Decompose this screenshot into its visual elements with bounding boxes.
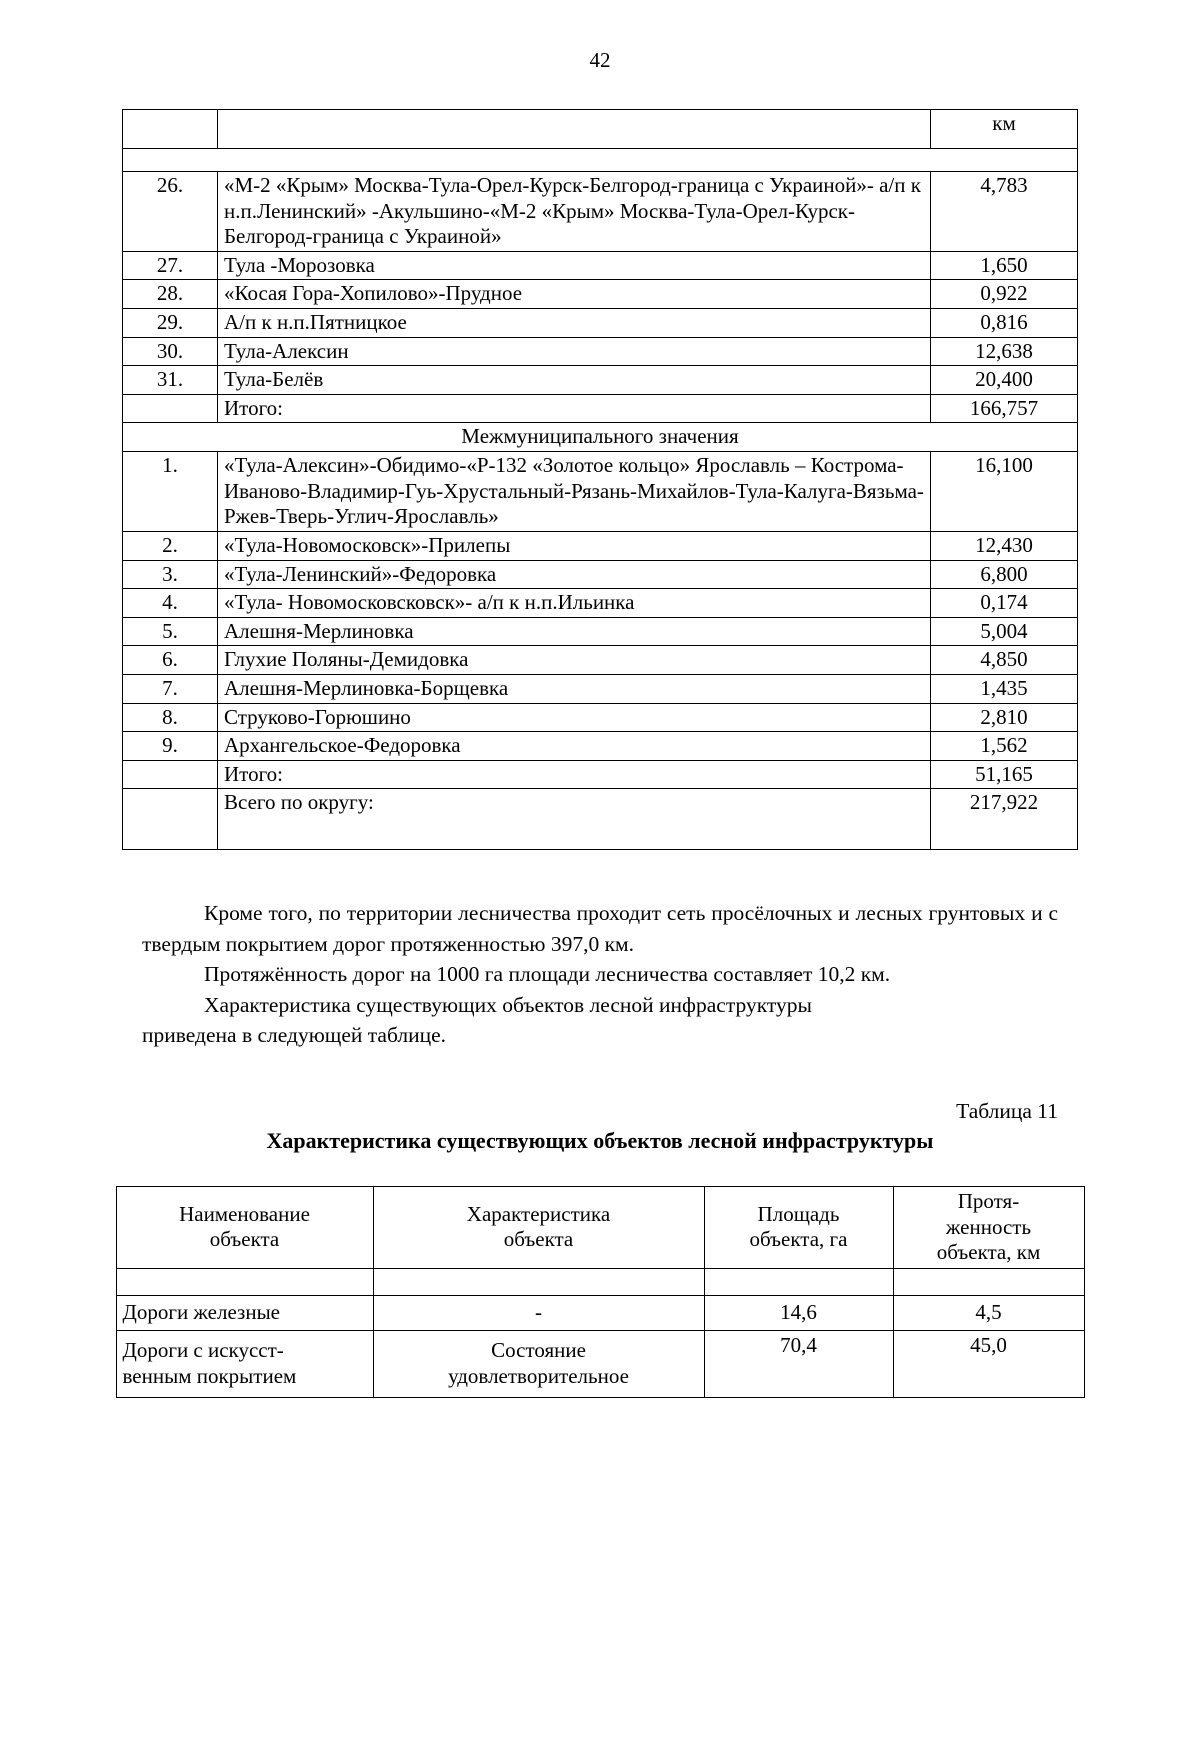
table-row bbox=[123, 560, 1078, 589]
row-value: 12,638 bbox=[931, 337, 1078, 366]
table11-header-cell-name bbox=[116, 1186, 373, 1268]
object-name-line: венным покрытием bbox=[122, 1363, 297, 1388]
table-row bbox=[123, 732, 1078, 761]
row-number: 7. bbox=[123, 674, 218, 703]
row-number: 8. bbox=[123, 703, 218, 732]
section-header-label: Межмуниципального значения bbox=[123, 423, 1078, 452]
row-number: 31. bbox=[123, 366, 218, 395]
header-line: объекта bbox=[503, 1227, 574, 1252]
row-name: «Тула-Новомосковск»-Прилепы bbox=[218, 531, 931, 560]
row-number: 27. bbox=[123, 251, 218, 280]
table-row bbox=[123, 309, 1078, 338]
spacer-cell bbox=[373, 1268, 704, 1295]
row-number: 29. bbox=[123, 309, 218, 338]
roads-table bbox=[122, 109, 1078, 850]
row-value: 4,850 bbox=[931, 646, 1078, 675]
header-cell-name bbox=[218, 110, 931, 149]
row-name: «Косая Гора-Хопилово»-Прудное bbox=[218, 280, 931, 309]
header-cell-unit: км bbox=[931, 110, 1078, 149]
row-name: А/п к н.п.Пятницкое bbox=[218, 309, 931, 338]
row-value: 1,562 bbox=[931, 732, 1078, 761]
row-value: 1,650 bbox=[931, 251, 1078, 280]
row-name: «Тула-Ленинский»-Федоровка bbox=[218, 560, 931, 589]
header-line: объекта, га bbox=[749, 1227, 848, 1252]
infrastructure-table bbox=[116, 1186, 1085, 1398]
table-row bbox=[123, 531, 1078, 560]
table-row bbox=[123, 366, 1078, 395]
table-row bbox=[123, 703, 1078, 732]
row-name: Тула-Белёв bbox=[218, 366, 931, 395]
object-length: 45,0 bbox=[893, 1330, 1084, 1397]
row-number: 5. bbox=[123, 617, 218, 646]
object-length: 4,5 bbox=[893, 1295, 1084, 1330]
row-number: 9. bbox=[123, 732, 218, 761]
row-name: Алешня-Мерлиновка bbox=[218, 617, 931, 646]
table-row bbox=[123, 251, 1078, 280]
header-line: Площадь bbox=[757, 1201, 840, 1226]
row-value: 166,757 bbox=[931, 394, 1078, 423]
paragraph-3: Характеристика существующих объектов лесной инфраструктуры bbox=[204, 992, 812, 1017]
grand-total-value: 217,922 bbox=[931, 789, 1078, 850]
header-line: Протя- bbox=[957, 1188, 1020, 1213]
spacer-cell bbox=[704, 1268, 893, 1295]
row-number bbox=[123, 394, 218, 423]
grand-total-number bbox=[123, 789, 218, 850]
row-name: «М-2 «Крым» Москва-Тула-Орел-Курск-Белгород-граница с Украиной»- а/п к н.п.Ленинский» -Акульшино-«М-2 «Крым» Москва-Тула-Орел-Курск-Белгород-граница с Украиной» bbox=[218, 172, 931, 252]
table11-header-cell-area bbox=[704, 1186, 893, 1268]
row-value: 6,800 bbox=[931, 560, 1078, 589]
spacer-cell bbox=[116, 1268, 373, 1295]
object-characteristic-line: Состояние bbox=[491, 1338, 586, 1363]
header-line: Наименование bbox=[179, 1201, 310, 1226]
row-value: 51,165 bbox=[931, 760, 1078, 789]
table-row bbox=[123, 337, 1078, 366]
table11-header-cell-length bbox=[893, 1186, 1084, 1268]
table-row bbox=[123, 617, 1078, 646]
object-characteristic-line: удовлетворительное bbox=[448, 1363, 629, 1388]
body-text-block bbox=[142, 898, 1058, 1051]
row-value: 20,400 bbox=[931, 366, 1078, 395]
table11-caption-title: Характеристика существующих объектов лесной инфраструктуры bbox=[266, 1127, 934, 1153]
table-row-grand-total bbox=[123, 789, 1078, 850]
row-value: 0,816 bbox=[931, 309, 1078, 338]
table-row-total bbox=[123, 760, 1078, 789]
table11-header-cell-characteristic bbox=[373, 1186, 704, 1268]
table-row bbox=[123, 589, 1078, 618]
row-name: Глухие Поляны-Демидовка bbox=[218, 646, 931, 675]
row-name: Тула -Морозовка bbox=[218, 251, 931, 280]
paragraph-2: Протяжённость дорог на 1000 га площади лесничества составляет 10,2 км. bbox=[204, 962, 891, 987]
object-area: 14,6 bbox=[704, 1295, 893, 1330]
row-name: Итого: bbox=[218, 760, 931, 789]
spacer-cell bbox=[893, 1268, 1084, 1295]
row-value: 16,100 bbox=[931, 452, 1078, 532]
row-name: «Тула-Алексин»-Обидимо-«Р-132 «Золотое кольцо» Ярославль – Кострома-Иваново-Владимир-Гуь-Хрустальный-Рязань-Михайлов-Тула-Калуга-Вязьма-Ржев-Тверь-Углич-Ярославль» bbox=[218, 452, 931, 532]
table11-row bbox=[116, 1295, 1084, 1330]
header-line: объекта bbox=[209, 1227, 280, 1252]
row-name: Алешня-Мерлиновка-Борщевка bbox=[218, 674, 931, 703]
header-line: объекта, км bbox=[936, 1240, 1041, 1265]
header-line: Характеристика bbox=[466, 1201, 611, 1226]
object-characteristic: - bbox=[373, 1295, 704, 1330]
row-number: 3. bbox=[123, 560, 218, 589]
row-name: «Тула- Новомосковсковск»- а/п к н.п.Ильинка bbox=[218, 589, 931, 618]
object-name: Дороги железные bbox=[116, 1295, 373, 1330]
row-value: 5,004 bbox=[931, 617, 1078, 646]
paragraph-1: Кроме того, по территории лесничества проходит сеть просёлочных и лесных грунтовых и с твердым покрытием дорог протяженностью 397,0 км. bbox=[142, 901, 1058, 956]
table-row bbox=[123, 674, 1078, 703]
object-name bbox=[116, 1330, 373, 1397]
object-area: 70,4 bbox=[704, 1330, 893, 1397]
row-number: 26. bbox=[123, 172, 218, 252]
row-name: Тула-Алексин bbox=[218, 337, 931, 366]
table11-caption-number: Таблица 11 bbox=[956, 1098, 1058, 1123]
table-row-total bbox=[123, 394, 1078, 423]
table-section-header-row bbox=[123, 423, 1078, 452]
object-characteristic bbox=[373, 1330, 704, 1397]
header-line: женность bbox=[945, 1214, 1032, 1239]
row-value: 0,174 bbox=[931, 589, 1078, 618]
row-number: 6. bbox=[123, 646, 218, 675]
row-name: Архангельское-Федоровка bbox=[218, 732, 931, 761]
header-cell-num bbox=[123, 110, 218, 149]
paragraph-4: приведена в следующей таблице. bbox=[142, 1023, 447, 1048]
row-number: 30. bbox=[123, 337, 218, 366]
row-value: 1,435 bbox=[931, 674, 1078, 703]
table-header-row bbox=[123, 110, 1078, 149]
row-number: 4. bbox=[123, 589, 218, 618]
row-name: Струково-Горюшино bbox=[218, 703, 931, 732]
row-number bbox=[123, 760, 218, 789]
row-number: 1. bbox=[123, 452, 218, 532]
document-page bbox=[0, 50, 1200, 1748]
row-number: 2. bbox=[123, 531, 218, 560]
row-value: 12,430 bbox=[931, 531, 1078, 560]
table-row bbox=[123, 172, 1078, 252]
table11-header-row bbox=[116, 1186, 1084, 1268]
table11-row bbox=[116, 1330, 1084, 1397]
spacer-cell bbox=[123, 149, 1078, 172]
table11-spacer-row bbox=[116, 1268, 1084, 1295]
row-value: 4,783 bbox=[931, 172, 1078, 252]
table-row bbox=[123, 646, 1078, 675]
table-row bbox=[123, 280, 1078, 309]
row-name: Итого: bbox=[218, 394, 931, 423]
object-name-line: Дороги с искусст- bbox=[122, 1338, 284, 1363]
row-value: 0,922 bbox=[931, 280, 1078, 309]
table-row bbox=[123, 452, 1078, 532]
row-number: 28. bbox=[123, 280, 218, 309]
page-number: 42 bbox=[589, 48, 611, 72]
row-value: 2,810 bbox=[931, 703, 1078, 732]
grand-total-label: Всего по округу: bbox=[218, 789, 931, 850]
table-spacer-row bbox=[123, 149, 1078, 172]
